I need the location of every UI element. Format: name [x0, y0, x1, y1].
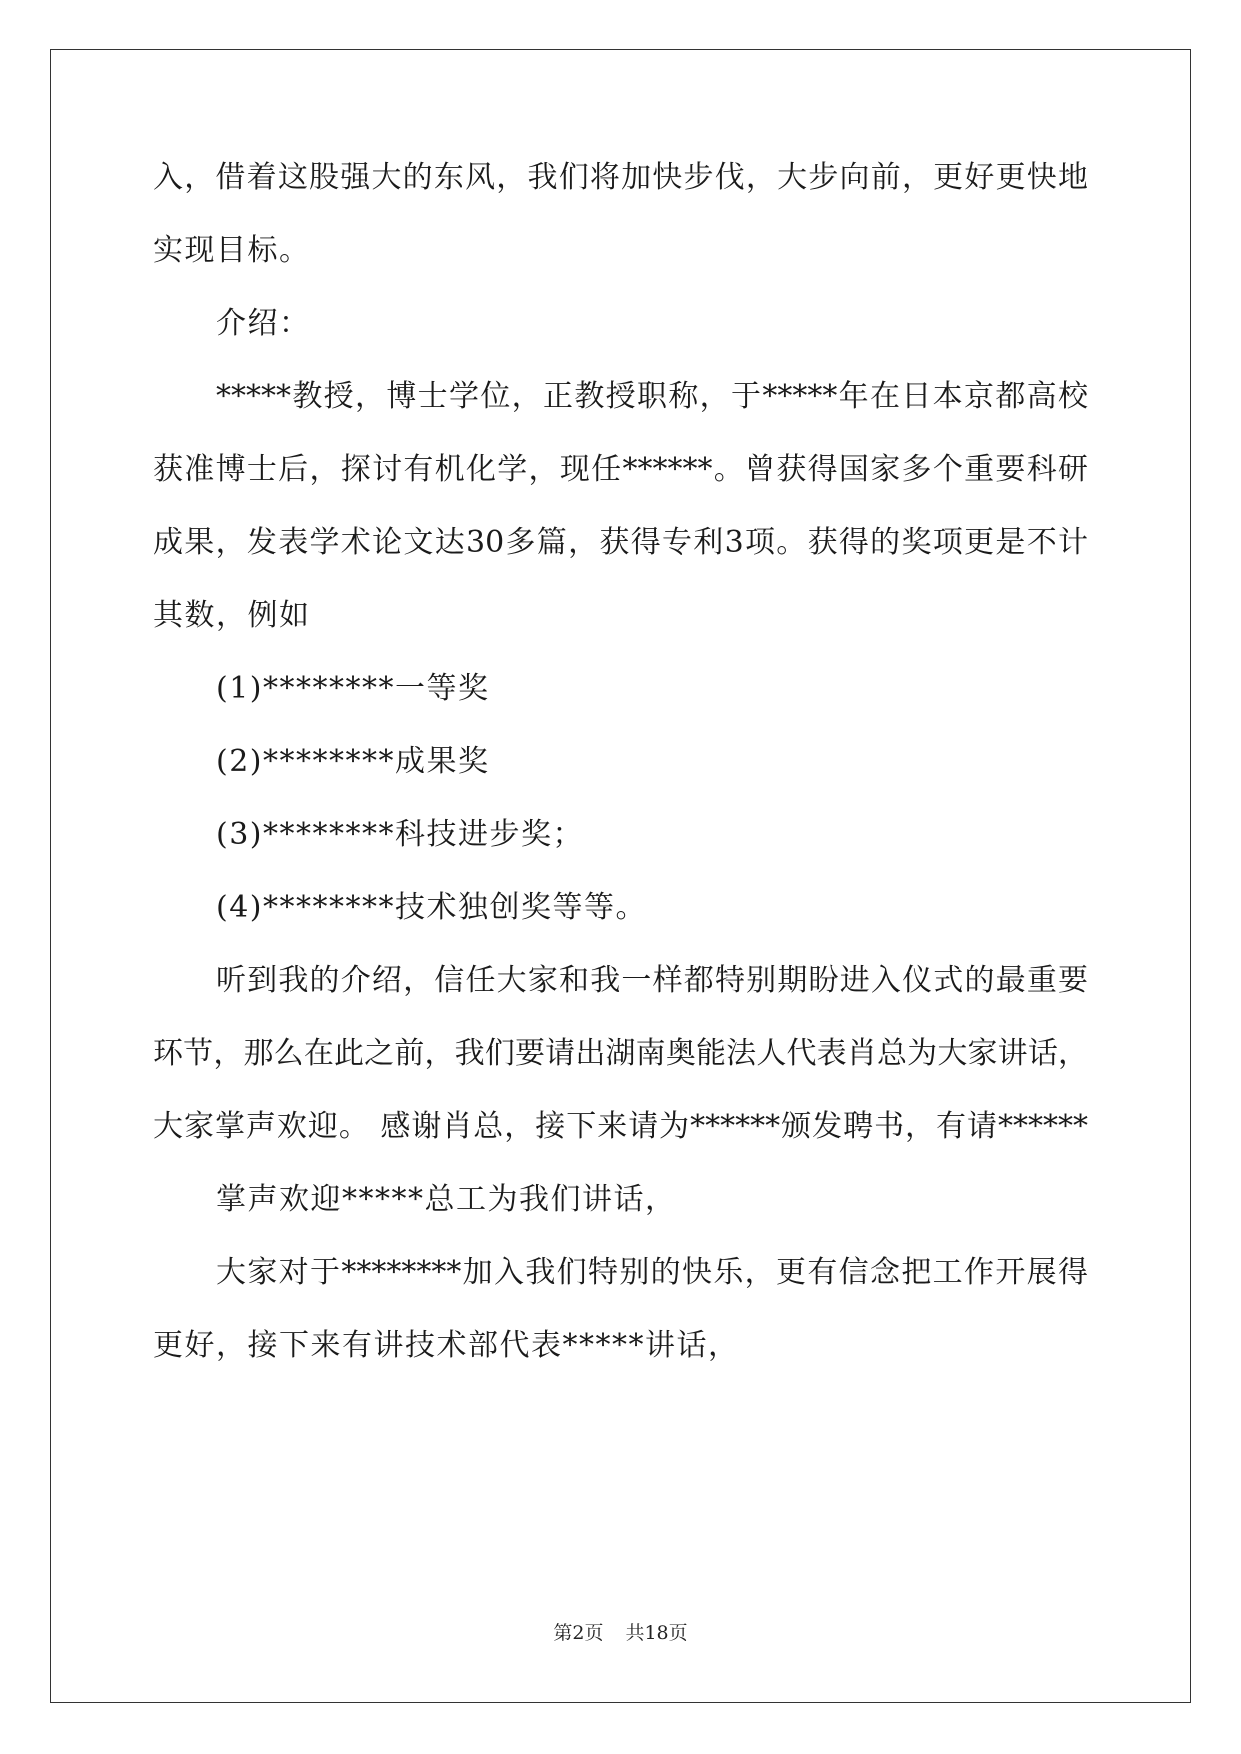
- text-line: 实现目标。: [153, 233, 311, 268]
- page-total: 共18页: [625, 1622, 688, 1644]
- text-line: 更好，接下来有讲技术部代表*****讲话，: [153, 1328, 740, 1363]
- list-item: (4)********技术独创奖等等。: [216, 890, 647, 925]
- text-line: 获准博士后，探讨有机化学，现任******。曾获得国家多个重要科研: [153, 452, 1088, 487]
- list-item: (1)********一等奖: [216, 671, 490, 706]
- text-line: 介绍：: [216, 306, 311, 341]
- text-line: 其数，例如: [153, 598, 311, 633]
- text-line: 环节，那么在此之前，我们要请出湖南奥能法人代表肖总为大家讲话，: [153, 1036, 1088, 1071]
- text-line: 大家掌声欢迎。 感谢肖总，接下来请为******颁发聘书，有请******: [153, 1109, 1088, 1144]
- page-frame: [50, 49, 1191, 1703]
- list-item: (3)********科技进步奖；: [216, 817, 584, 852]
- text-line: 成果，发表学术论文达30多篇，获得专利3项。获得的奖项更是不计: [153, 525, 1088, 560]
- text-line: 听到我的介绍，信任大家和我一样都特别期盼进入仪式的最重要: [216, 963, 1088, 998]
- list-item: (2)********成果奖: [216, 744, 490, 779]
- page-footer: [0, 1620, 1241, 1646]
- page-number: 第2页: [553, 1622, 604, 1644]
- text-line: 掌声欢迎*****总工为我们讲话，: [216, 1182, 677, 1217]
- text-line: *****教授，博士学位，正教授职称，于*****年在日本京都高校: [216, 379, 1088, 414]
- text-line: 入，借着这股强大的东风，我们将加快步伐，大步向前，更好更快地: [153, 160, 1088, 195]
- text-line: 大家对于********加入我们特别的快乐，更有信念把工作开展得: [216, 1255, 1088, 1290]
